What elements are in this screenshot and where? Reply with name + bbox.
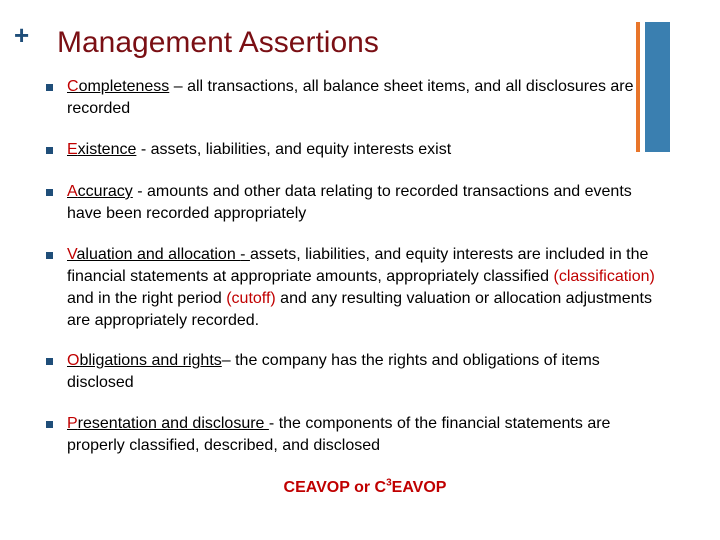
list-item-presentation	[46, 413, 666, 457]
list-item-text	[67, 350, 666, 394]
square-bullet-icon	[46, 84, 53, 91]
classification-note: (classification)	[553, 268, 655, 285]
assertion-description: the company has the rights and obligations of items disclosed	[67, 352, 600, 391]
term-separator: -	[132, 183, 148, 200]
list-item-existence	[46, 139, 666, 161]
assertion-description: and any resulting valuation or allocation adjustments are appropriately recorded.	[67, 290, 652, 329]
list-item-text	[67, 244, 666, 332]
assertion-term	[67, 415, 269, 432]
square-bullet-icon	[46, 147, 53, 154]
assertion-description: amounts and other data relating to recorded transactions and events have been recorded appropriately	[67, 183, 632, 222]
assertion-term	[67, 352, 222, 369]
plus-icon: +	[14, 20, 30, 50]
assertion-term	[67, 246, 250, 263]
square-bullet-icon	[46, 189, 53, 196]
list-item-completeness	[46, 76, 666, 120]
list-item-obligations	[46, 350, 666, 394]
list-item-valuation	[46, 244, 666, 332]
term-initial: V	[67, 246, 77, 263]
square-bullet-icon	[46, 421, 53, 428]
term-rest: bligations and rights	[79, 352, 222, 369]
term-initial: E	[67, 141, 78, 158]
square-bullet-icon	[46, 252, 53, 259]
mnemonic-text	[284, 479, 447, 497]
list-item-text	[67, 139, 666, 161]
assertion-description: and in the right period	[67, 290, 227, 307]
term-rest: aluation and allocation	[76, 246, 241, 263]
term-separator: -	[136, 141, 151, 158]
list-item-text	[67, 181, 666, 225]
assertion-description: the components of the financial statements are properly classified, described, and disclosed	[67, 415, 611, 454]
assertion-term	[67, 183, 133, 200]
square-bullet-icon	[46, 358, 53, 365]
mnemonic-main: CEAVOP or C	[283, 479, 387, 496]
assertion-term	[67, 141, 136, 158]
term-initial: O	[67, 352, 80, 369]
term-rest: resentation and disclosure	[77, 415, 269, 432]
term-initial: C	[67, 78, 79, 95]
term-rest: ccuracy	[77, 183, 133, 200]
mnemonic-tail: EAVOP	[391, 479, 447, 496]
assertion-description: assets, liabilities, and equity interests are included in the financial statements at appropriate amounts, appropriately classified	[67, 246, 649, 285]
term-separator: -	[240, 246, 250, 263]
term-separator: -	[268, 415, 279, 432]
assertion-description: all transactions, all balance sheet items, and all disclosures are recorded	[67, 78, 634, 117]
assertion-term	[67, 78, 169, 95]
page-title: Management Assertions	[57, 26, 379, 59]
cutoff-note: (cutoff)	[226, 290, 276, 307]
term-initial: P	[67, 415, 78, 432]
assertion-description: assets, liabilities, and equity interests exist	[150, 141, 452, 158]
list-item-accuracy	[46, 181, 666, 225]
term-initial: A	[67, 183, 78, 200]
mnemonic-superscript: 3	[386, 477, 392, 489]
term-rest: xistence	[77, 141, 137, 158]
mnemonic-footer	[0, 479, 720, 497]
term-separator: –	[221, 352, 236, 369]
term-rest: ompleteness	[78, 78, 170, 95]
list-item-text	[67, 76, 666, 120]
term-separator: –	[169, 78, 188, 95]
list-item-text	[67, 413, 666, 457]
